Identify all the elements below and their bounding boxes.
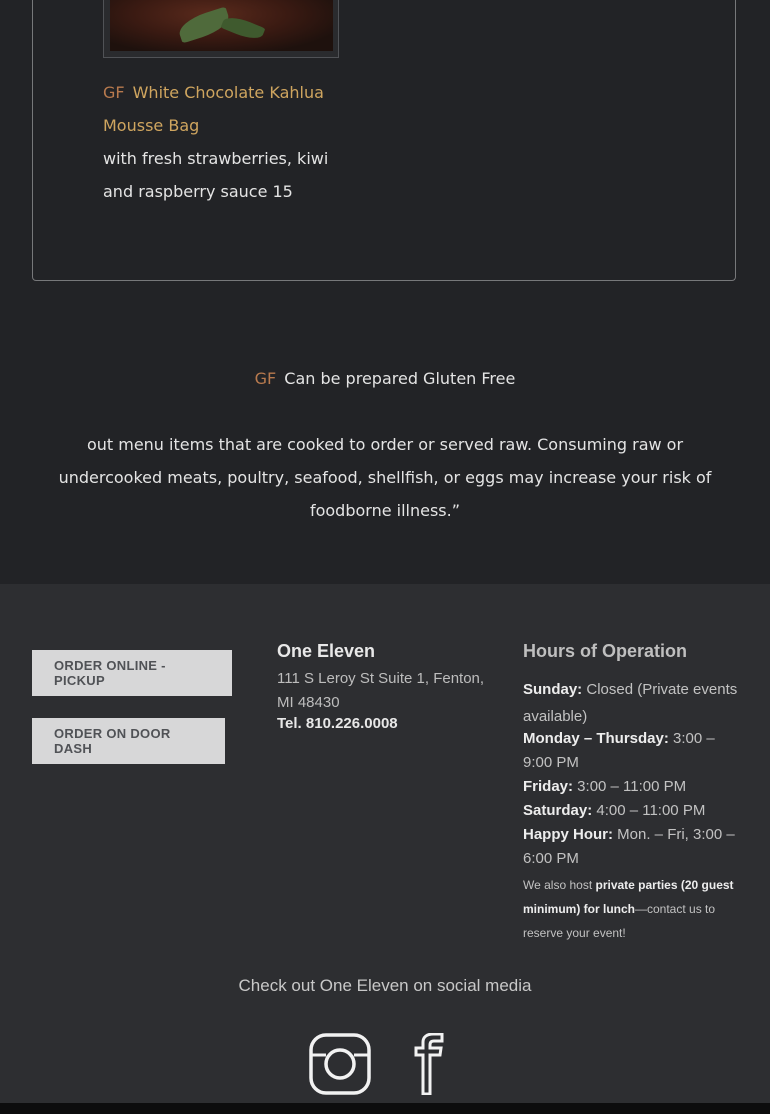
social-media-caption: Check out One Eleven on social media — [238, 976, 532, 995]
day-hours: 3:00 – 9:00 PM — [523, 730, 715, 771]
menu-item-description: with fresh strawberries, kiwi and raspberry sauce 15 — [103, 149, 329, 201]
hours-friday — [523, 775, 743, 799]
day-label: Monday – Thursday: — [523, 730, 669, 747]
menu-item-name: White Chocolate Kahlua Mousse Bag — [103, 83, 324, 135]
mint-leaf — [221, 13, 266, 44]
note-text: —contact us to reserve your event! — [523, 902, 716, 940]
hours-list — [523, 676, 743, 945]
restaurant-address: 111 S Leroy St Suite 1, Fenton, MI 48430 — [277, 670, 485, 711]
day-hours: 3:00 – 11:00 PM — [573, 778, 687, 795]
gluten-free-legend — [0, 362, 770, 395]
menu-item-title — [103, 76, 343, 142]
instagram-icon[interactable] — [309, 1033, 371, 1095]
dessert-photo-frame — [103, 0, 339, 58]
note-text: We also host — [523, 878, 596, 892]
hours-sunday — [523, 676, 743, 730]
day-hours: 4:00 – 11:00 PM — [592, 802, 706, 819]
note-emphasis: private parties (20 guest minimum) for lunch — [523, 878, 734, 916]
restaurant-name: One Eleven — [277, 641, 376, 661]
order-online-pickup-button[interactable]: ORDER ONLINE - PICKUP — [32, 650, 232, 696]
food-safety-disclaimer: out menu items that are cooked to order or served raw. Consuming raw or undercooked meats, poultry, seafood, shellfish, or eggs may increase your risk of foodborne illness.” — [58, 435, 712, 520]
day-label: Sunday: — [523, 681, 583, 698]
order-door-dash-button[interactable]: ORDER ON DOOR DASH — [32, 718, 225, 764]
hours-mon-thu — [523, 727, 743, 775]
hours-happy-hour — [523, 823, 743, 871]
legend-text: Can be prepared Gluten Free — [284, 369, 516, 388]
dessert-photo — [110, 0, 333, 51]
day-label: Happy Hour: — [523, 826, 613, 843]
day-hours: Closed (Private events available) — [523, 681, 738, 725]
facebook-icon[interactable] — [413, 1033, 445, 1095]
gf-tag: GF — [254, 369, 277, 388]
day-label: Saturday: — [523, 802, 593, 819]
private-parties-note — [523, 873, 743, 945]
day-label: Friday: — [523, 778, 574, 795]
day-hours: Mon. – Fri, 3:00 – 6:00 PM — [523, 826, 735, 867]
gf-tag: GF — [103, 83, 125, 102]
bottom-bar — [0, 1103, 770, 1114]
hours-saturday — [523, 799, 743, 823]
phone-link[interactable]: Tel. 810.226.0008 — [277, 715, 398, 732]
hours-heading: Hours of Operation — [523, 641, 688, 661]
